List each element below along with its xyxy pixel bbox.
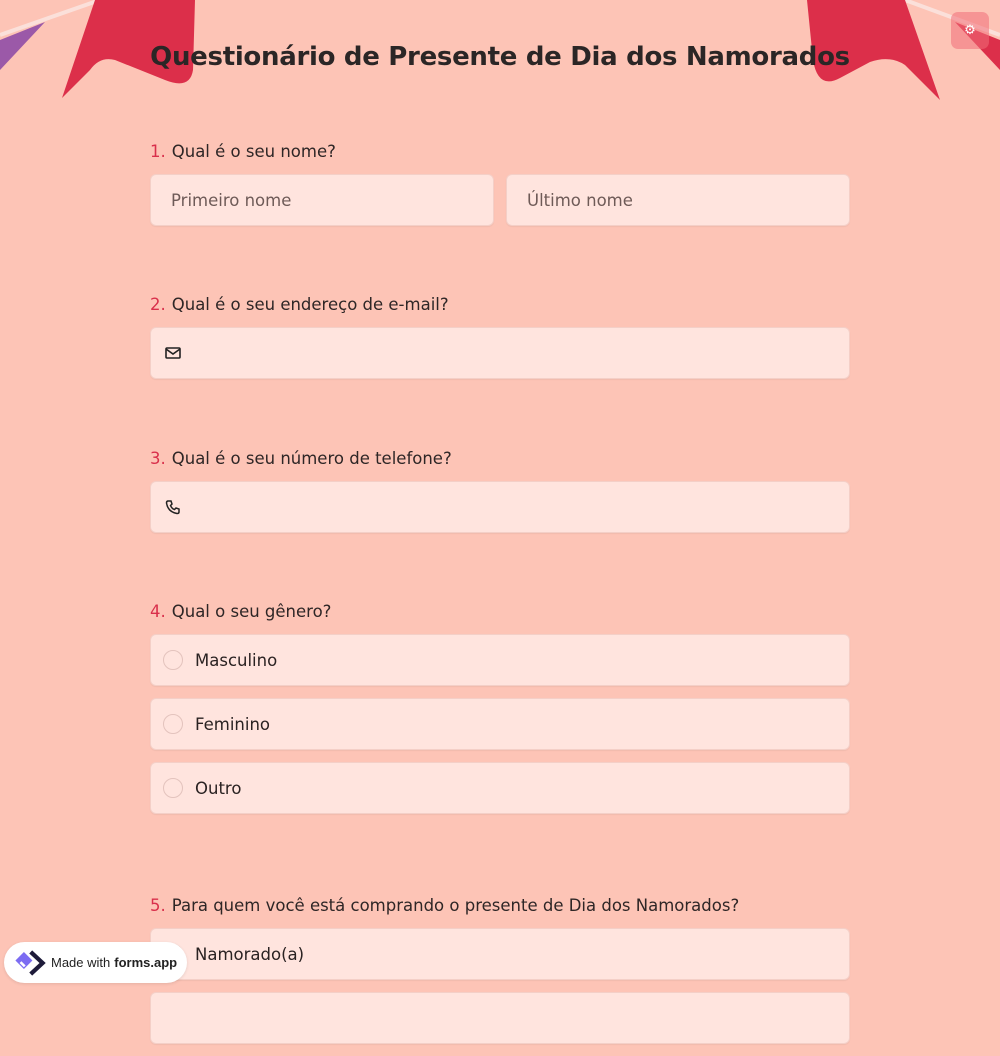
question-label: Para quem você está comprando o presente de Dia dos Namorados? <box>171 896 740 915</box>
radio-button[interactable] <box>163 778 183 798</box>
badge-prefix: Made with <box>51 955 111 970</box>
option-feminino[interactable] <box>150 698 850 750</box>
question-label: Qual o seu gênero? <box>171 602 332 621</box>
option-label: Feminino <box>195 714 270 734</box>
last-name-input[interactable]: Último nome <box>506 174 850 226</box>
envelope-icon <box>165 344 183 362</box>
radio-button[interactable] <box>163 650 183 670</box>
question-email <box>150 295 850 379</box>
question-label: Qual é o seu nome? <box>171 142 336 161</box>
forms-app-logo-icon <box>12 948 46 978</box>
page-title: Questionário de Presente de Dia dos Namorados <box>150 42 850 72</box>
first-name-input[interactable]: Primeiro nome <box>150 174 494 226</box>
option-label: Masculino <box>195 650 278 670</box>
radio-button[interactable] <box>163 714 183 734</box>
question-number: 2. <box>150 295 166 314</box>
question-label: Qual é o seu endereço de e-mail? <box>171 295 449 314</box>
question-number: 1. <box>150 142 166 161</box>
question-phone <box>150 449 850 533</box>
phone-input[interactable] <box>150 481 850 533</box>
question-name <box>150 142 850 226</box>
option-namorado[interactable] <box>150 928 850 980</box>
option-label: Namorado(a) <box>195 944 305 964</box>
question-label: Qual é o seu número de telefone? <box>171 449 452 468</box>
option-outro[interactable] <box>150 762 850 814</box>
question-number: 3. <box>150 449 166 468</box>
gear-icon: ⚙ <box>964 23 976 38</box>
badge-brand: forms.app <box>114 955 178 970</box>
made-with-badge[interactable] <box>4 942 187 983</box>
question-number: 5. <box>150 896 166 915</box>
question-gender <box>150 602 850 826</box>
option-masculino[interactable] <box>150 634 850 686</box>
option-label: Outro <box>195 778 242 798</box>
question-number: 4. <box>150 602 166 621</box>
email-input[interactable] <box>150 327 850 379</box>
phone-icon <box>165 498 183 516</box>
question-recipient <box>150 896 850 1056</box>
